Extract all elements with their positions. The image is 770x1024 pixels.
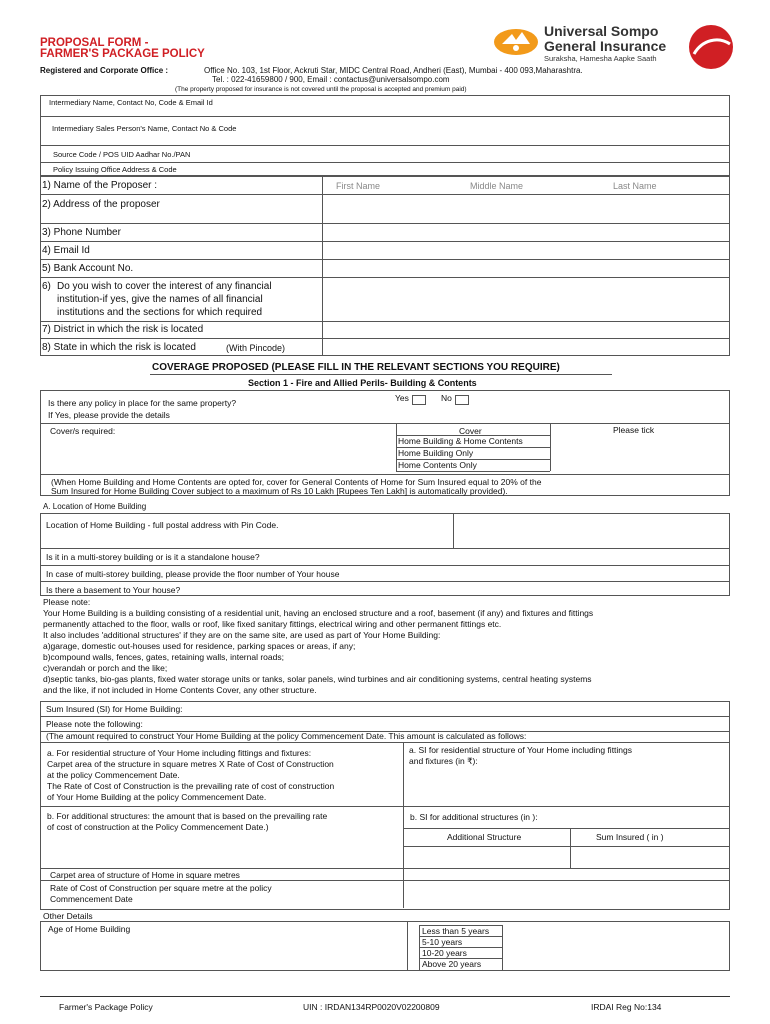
logo-name-line2: General Insurance [544,38,667,54]
brand-circle-icon [688,24,734,70]
please-note-line: c)verandah or porch and the like; [43,663,168,673]
please-note-line: Your Home Building is a building consisting of a residential unit, having an enclosed structure and a roof, basement (if any) and fixtures and fittings [43,608,594,618]
form-subtitle: FARMER'S PACKAGE POLICY [40,48,205,60]
location-heading: A. Location of Home Building [43,502,147,511]
intermediary-box [40,95,730,176]
logo-name-line1: Universal Sompo [544,23,659,39]
financial-line2: institution-if yes, give the names of all financial [57,294,263,305]
age-option[interactable]: Less than 5 years [422,926,490,936]
please-note-title: Please note: [43,597,91,607]
si-a-line: The Rate of Cost of Construction is the prevailing rate of cost of construction [47,781,335,791]
no-checkbox[interactable] [455,395,469,405]
age-option[interactable]: 10-20 years [422,948,467,958]
source-code-field[interactable]: Source Code / POS UID Aadhar No./PAN [53,150,191,159]
footer-irdai-reg: IRDAI Reg No:134 [591,1002,662,1012]
si-amount-note: (The amount required to construct Your Home Building at the policy Commencement Date. This amount is calculated as follows: [46,731,527,741]
state-label: 8) State in which the risk is located [42,342,196,353]
rate-label-line2: Commencement Date [50,894,133,904]
please-note-line: It also includes 'additional structures' if they are on the same site, are used as part of Your Home Building: [43,630,441,640]
sompo-logo-icon [492,26,542,58]
logo-tagline: Suraksha, Hamesha Aapke Saath [544,54,657,63]
bank-label: 5) Bank Account No. [42,263,134,274]
financial-line1: Do you wish to cover the interest of any financial [57,281,272,292]
cover-note-line1: (When Home Building and Home Contents are opted for, cover for General Contents of Home for Sum Insured equal to 20% of the [51,477,542,487]
cover-required-label: Cover/s required: [50,426,116,436]
issuing-office-field[interactable]: Policy Issuing Office Address & Code [53,165,177,174]
other-details-title: Other Details [43,911,93,921]
age-option[interactable]: 5-10 years [422,937,463,947]
proposer-name-label: 1) Name of the Proposer : [42,180,158,191]
financial-num: 6) [42,281,51,292]
si-a-line: of Your Home Building at the policy Commencement Date. [47,792,267,802]
please-tick-header: Please tick [613,425,655,435]
district-label: 7) District in which the risk is located [42,324,204,335]
please-note-line: permanently attached to the floor, walls or roof, like fixed sanitary fittings, electrical wiring and other permanent fittings etc. [43,619,502,629]
floor-label: In case of multi-storey building, please provide the floor number of Your house [46,569,340,579]
si-b-right: b. SI for additional structures (in ): [410,812,538,822]
carpet-area-label: Carpet area of structure of Home in square metres [50,870,240,880]
email-label: 4) Email Id [42,245,90,256]
first-name-field[interactable]: First Name [336,181,381,191]
cover-option-2[interactable]: Home Building Only [398,448,474,458]
middle-name-field[interactable]: Middle Name [470,181,524,191]
section1-heading: Section 1 - Fire and Allied Perils- Building & Contents [248,378,477,388]
age-option[interactable]: Above 20 years [422,959,482,969]
si-note-following: Please note the following: [46,719,143,729]
office-contact: Tel. : 022-41659800 / 900, Email : contactus@universalsompo.com [212,75,450,84]
rate-label-line1: Rate of Cost of Construction per square metre at the policy [50,883,272,893]
si-heading: Sum Insured (SI) for Home Building: [46,704,183,714]
age-label: Age of Home Building [48,924,131,934]
si-a-right-line2[interactable]: and fixtures (in ₹): [409,756,478,766]
intermediary-sales-field[interactable]: Intermediary Sales Person's Name, Contact No & Code [52,124,237,133]
multistorey-label: Is it in a multi-storey building or is it a standalone house? [46,552,260,562]
intermediary-name-field[interactable]: Intermediary Name, Contact No, Code & Email Id [49,98,213,107]
other-details-box [40,921,730,971]
office-label: Registered and Corporate Office : [40,66,169,75]
cover-option-3[interactable]: Home Contents Only [398,460,477,470]
yes-checkbox[interactable] [412,395,426,405]
si-a-line: a. For residential structure of Your Home including fittings and fixtures: [47,748,312,758]
form-title: PROPOSAL FORM - [40,37,149,49]
please-note-line: d)septic tanks, bio-gas plants, fixed water storage units or tanks, solar panels, wind turbines and air conditioning systems, central heating systems [43,674,592,684]
office-address: Office No. 103, 1st Floor, Ackruti Star, MIDC Central Road, Andheri (East), Mumbai - 400 093,Maharashtra. [204,66,583,75]
location-address-label: Location of Home Building - full postal address with Pin Code. [46,520,279,530]
si-a-right-line1: a. SI for residential structure of Your Home including fittings [409,745,633,755]
phone-label: 3) Phone Number [42,227,121,238]
sum-insured-header: Sum Insured ( in ) [596,832,664,842]
cover-option-1[interactable]: Home Building & Home Contents [398,436,523,446]
other-policy-q2: If Yes, please provide the details [48,410,170,420]
state-suffix: (With Pincode) [226,343,286,353]
other-policy-q1: Is there any policy in place for the same property? [48,398,237,408]
please-note-line: and the like, if not included in Home Contents Cover, any other structure. [43,685,317,695]
please-note-line: b)compound walls, fences, gates, retaining walls, internal roads; [43,652,284,662]
si-b-line: b. For additional structures: the amount that is based on the prevailing rate [47,811,328,821]
no-label: No [441,393,452,403]
financial-line3: institutions and the sections for which required [57,307,263,318]
footer-policy-name: Farmer's Package Policy [59,1002,153,1012]
yes-label: Yes [395,393,409,403]
basement-label: Is there a basement to Your house? [46,585,181,595]
si-b-line: of cost of construction at the Policy Commencement Date.) [47,822,269,832]
address-label: 2) Address of the proposer [42,199,160,210]
additional-structure-header: Additional Structure [447,832,522,842]
si-a-line: Carpet area of the structure in square metres X Rate of Cost of Construction [47,759,334,769]
last-name-field[interactable]: Last Name [613,181,657,191]
coverage-heading: COVERAGE PROPOSED (PLEASE FILL IN THE RELEVANT SECTIONS YOU REQUIRE) [152,362,560,373]
cover-header: Cover [459,426,482,436]
proposal-note: (The property proposed for insurance is not covered until the proposal is accepted and premium paid) [175,86,467,93]
please-note-line: a)garage, domestic out-houses used for residence, parking spaces or areas, if any; [43,641,356,651]
footer-uin: UIN : IRDAN134RP0020V02200809 [303,1002,440,1012]
cover-note-line2: Sum Insured for Home Building Cover subject to a maximum of Rs 10 Lakh [Rupees Ten Lakh] is automatically provided). [51,486,508,496]
si-a-line: at the policy Commencement Date. [47,770,180,780]
